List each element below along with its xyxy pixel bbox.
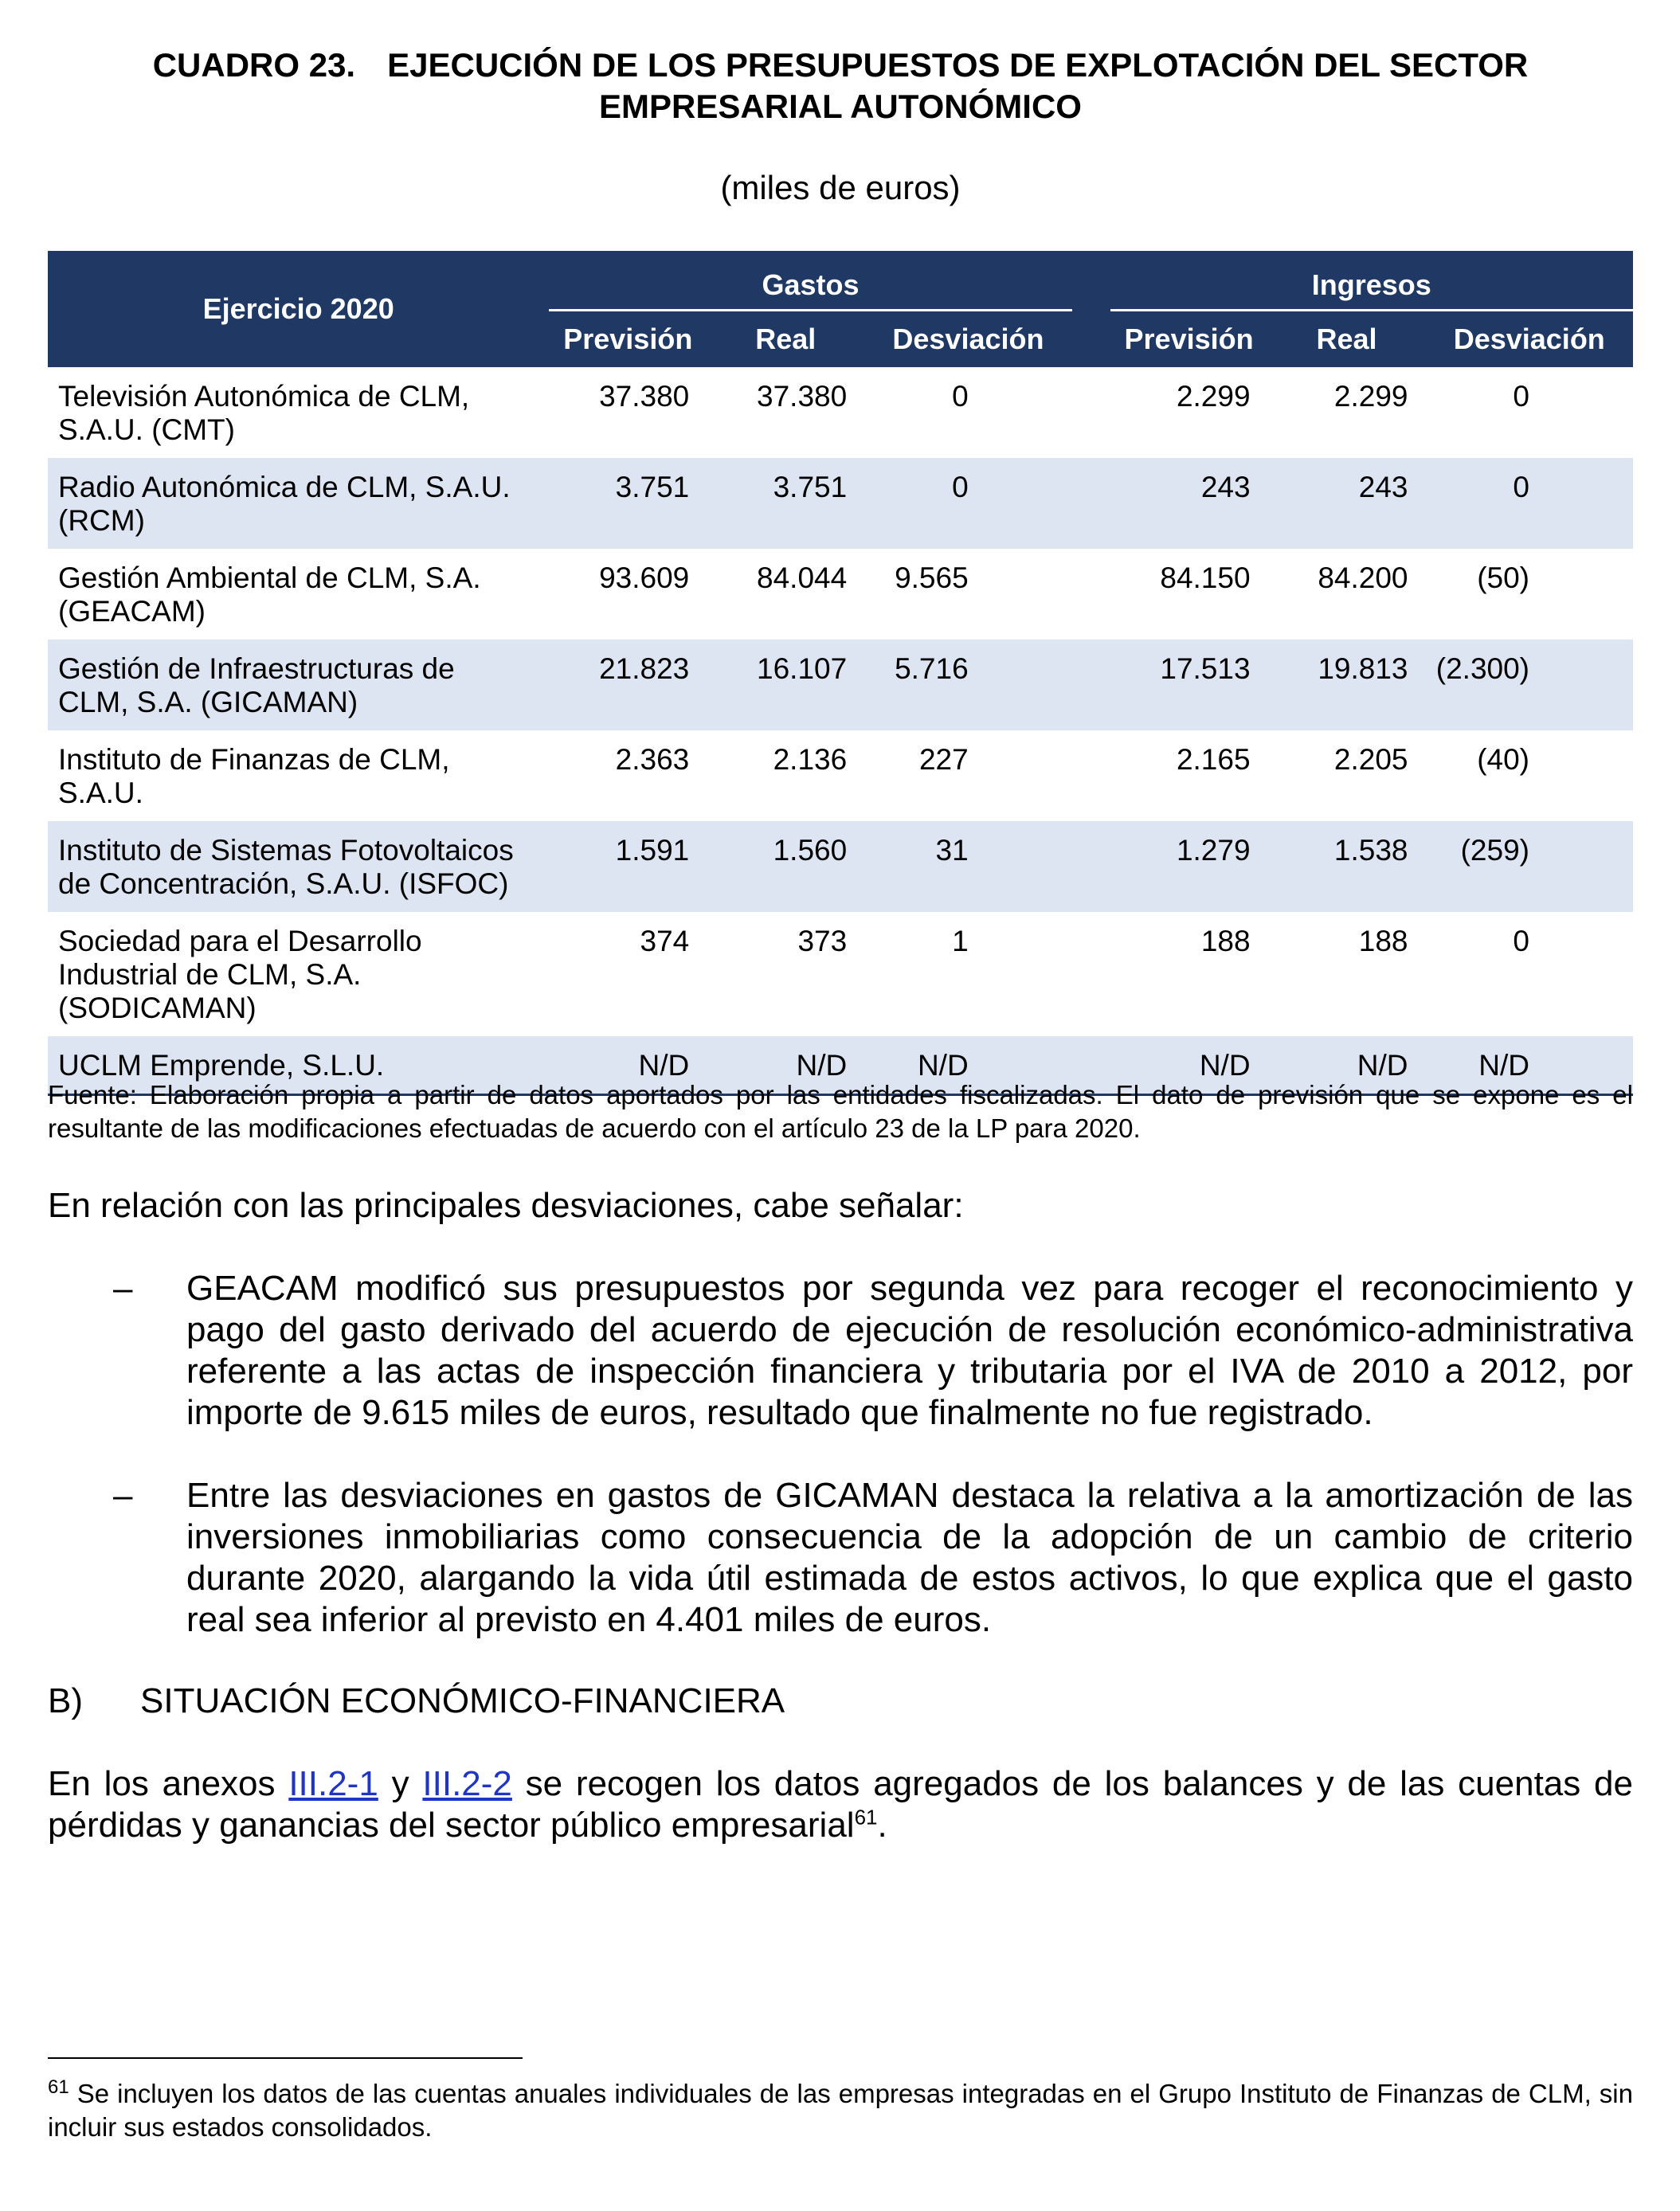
table-cell: 2.363: [615, 743, 690, 776]
table-cell: 84.150: [1160, 562, 1251, 594]
table-cell: 0: [864, 458, 1071, 549]
dash-icon: –: [113, 1269, 133, 1308]
table-cell: 2.165: [1176, 743, 1251, 776]
entity-name: Radio Autonómica de CLM, S.A.U. (RCM): [48, 458, 549, 549]
table-cell: 2.205: [1333, 743, 1408, 776]
section-title: SITUACIÓN ECONÓMICO-FINANCIERA: [140, 1681, 785, 1720]
table-cell: 93.609: [599, 562, 690, 594]
title-line-1: CUADRO 23. EJECUCIÓN DE LOS PRESUPUESTOS DE EXPLOTACIÓN DEL SECTOR: [152, 46, 1529, 84]
table-cell: 19.813: [1268, 640, 1426, 730]
table-cell: N/D: [1426, 1036, 1634, 1095]
table-row: [48, 640, 1633, 730]
entity-name: Gestión de Infraestructuras de CLM, S.A. (GICAMAN): [48, 640, 549, 730]
table-row: [48, 549, 1633, 640]
corner-header: Ejercicio 2020: [48, 251, 549, 367]
page-title: [48, 45, 1633, 127]
table-cell: 84.200: [1318, 562, 1408, 594]
table-cell: 374: [640, 925, 690, 957]
table-cell: 37.380: [757, 380, 848, 413]
footnote: [48, 2077, 1633, 2144]
section-letter: B): [48, 1681, 83, 1720]
column-header: Real: [707, 311, 864, 367]
group-header-gastos: Gastos: [549, 251, 1071, 311]
table-cell: 1.591: [549, 821, 707, 912]
table-cell: 9.565: [895, 562, 969, 594]
table-cell: 0: [1426, 458, 1634, 549]
annex-link-iii-2-1[interactable]: III.2-1: [288, 1764, 378, 1803]
table-cell: 3.751: [549, 458, 707, 549]
table-cell: (2.300): [1426, 640, 1634, 730]
annex-link-iii-2-2[interactable]: III.2-2: [422, 1764, 512, 1803]
section-heading: [48, 1681, 785, 1722]
table-cell: 1.538: [1268, 821, 1426, 912]
table-cell: 1.279: [1110, 821, 1268, 912]
table-cell: N/D: [1110, 1036, 1268, 1095]
table-row: [48, 912, 1633, 1036]
table-cell: 1.560: [707, 821, 864, 912]
table-cell: 84.044: [757, 562, 848, 594]
units-label: (miles de euros): [720, 169, 961, 206]
table-cell: N/D: [1268, 1036, 1426, 1095]
footnote-divider: [48, 2057, 523, 2059]
table-cell: 0: [1513, 380, 1529, 413]
bullet-text: Entre las desviaciones en gastos de GICAMAN destaca la relativa a la amortización de las inversiones inmobiliarias como consecuencia de la adopción de un cambio de criterio durante 2020, alargando la vida útil estimada de estos activos, lo que explica que el gasto real sea inferior al previsto en 4.401 miles de euros.: [186, 1476, 1633, 1639]
entity-name: UCLM Emprende, S.L.U.: [48, 1036, 549, 1095]
table-cell: 16.107: [707, 640, 864, 730]
table-cell: 5.716: [864, 640, 1071, 730]
table-cell: 21.823: [549, 640, 707, 730]
table-cell: 243: [1268, 458, 1426, 549]
footnote-number: 61: [48, 2076, 69, 2098]
table-row: [48, 730, 1633, 821]
table-cell: N/D: [549, 1036, 707, 1095]
budget-table: [48, 251, 1633, 1096]
group-header-ingresos: Ingresos: [1110, 251, 1633, 311]
table-cell: 17.513: [1110, 640, 1268, 730]
table-cell: 2.136: [773, 743, 848, 776]
table-cell: 3.751: [707, 458, 864, 549]
column-header: Desviación: [1426, 311, 1634, 367]
table-cell: (50): [1477, 562, 1529, 594]
footnote-reference: 61: [854, 1805, 878, 1829]
entity-name: Sociedad para el Desarrollo Industrial de CLM, S.A. (SODICAMAN): [58, 925, 422, 1024]
table-cell: N/D: [864, 1036, 1071, 1095]
table-row: [48, 367, 1633, 458]
entity-name: Instituto de Finanzas de CLM, S.A.U.: [58, 743, 450, 809]
table-cell: (40): [1477, 743, 1529, 776]
table-cell: 37.380: [599, 380, 690, 413]
table-cell: 243: [1110, 458, 1268, 549]
dash-icon: –: [113, 1476, 133, 1515]
table-cell: 1: [952, 925, 969, 957]
table-row: [48, 458, 1633, 549]
table-cell: 373: [797, 925, 848, 957]
bullet-text: GEACAM modificó sus presupuestos por segunda vez para recoger el reconocimiento y pago del gasto derivado del acuerdo de ejecución de resolución económico-administrativa referente a las actas de inspección financiera y tributaria por el IVA de 2010 a 2012, por importe de 9.615 miles de euros, resultado que finalmente no fue registrado.: [186, 1269, 1633, 1432]
table-cell: 188: [1200, 925, 1251, 957]
entity-name: Instituto de Sistemas Fotovoltaicos de Concentración, S.A.U. (ISFOC): [48, 821, 549, 912]
table-source: Fuente: Elaboración propia a partir de datos aportados por las entidades fiscalizadas. El dato de previsión que se expone es el resultante de las modificaciones efectuadas de acuerdo con el artículo 23 de la LP para 2020.: [48, 1080, 1633, 1143]
table-cell: 0: [1513, 925, 1529, 957]
table-row: [48, 821, 1633, 912]
column-header: Previsión: [549, 311, 707, 367]
table-cell: 0: [952, 380, 969, 413]
table-cell: 2.299: [1176, 380, 1251, 413]
table-cell: 227: [918, 743, 969, 776]
column-header: Real: [1268, 311, 1426, 367]
table-cell: 2.299: [1333, 380, 1408, 413]
table-cell: 188: [1358, 925, 1408, 957]
table-number: CUADRO 23.: [152, 46, 356, 84]
footnote-text: Se incluyen los datos de las cuentas anuales individuales de las empresas integradas en el Grupo Instituto de Finanzas de CLM, sin incluir sus estados consolidados.: [48, 2079, 1633, 2142]
column-header: Desviación: [864, 311, 1071, 367]
lead-paragraph: En relación con las principales desviaciones, cabe señalar:: [48, 1186, 964, 1225]
column-header: Previsión: [1110, 311, 1268, 367]
table-cell: N/D: [707, 1036, 864, 1095]
annex-paragraph: En los anexos III.2-1 y III.2-2 se recogen los datos agregados de los balances y de las cuentas de pérdidas y ganancias del sector público empresarial$^{61}$.: [48, 1764, 1633, 1845]
entity-name: Gestión Ambiental de CLM, S.A. (GEACAM): [58, 562, 481, 628]
table-cell: (259): [1426, 821, 1634, 912]
table-cell: 31: [864, 821, 1071, 912]
entity-name: Televisión Autonómica de CLM, S.A.U. (CMT): [58, 380, 470, 446]
title-line-2: EMPRESARIAL AUTONÓMICO: [599, 88, 1082, 125]
